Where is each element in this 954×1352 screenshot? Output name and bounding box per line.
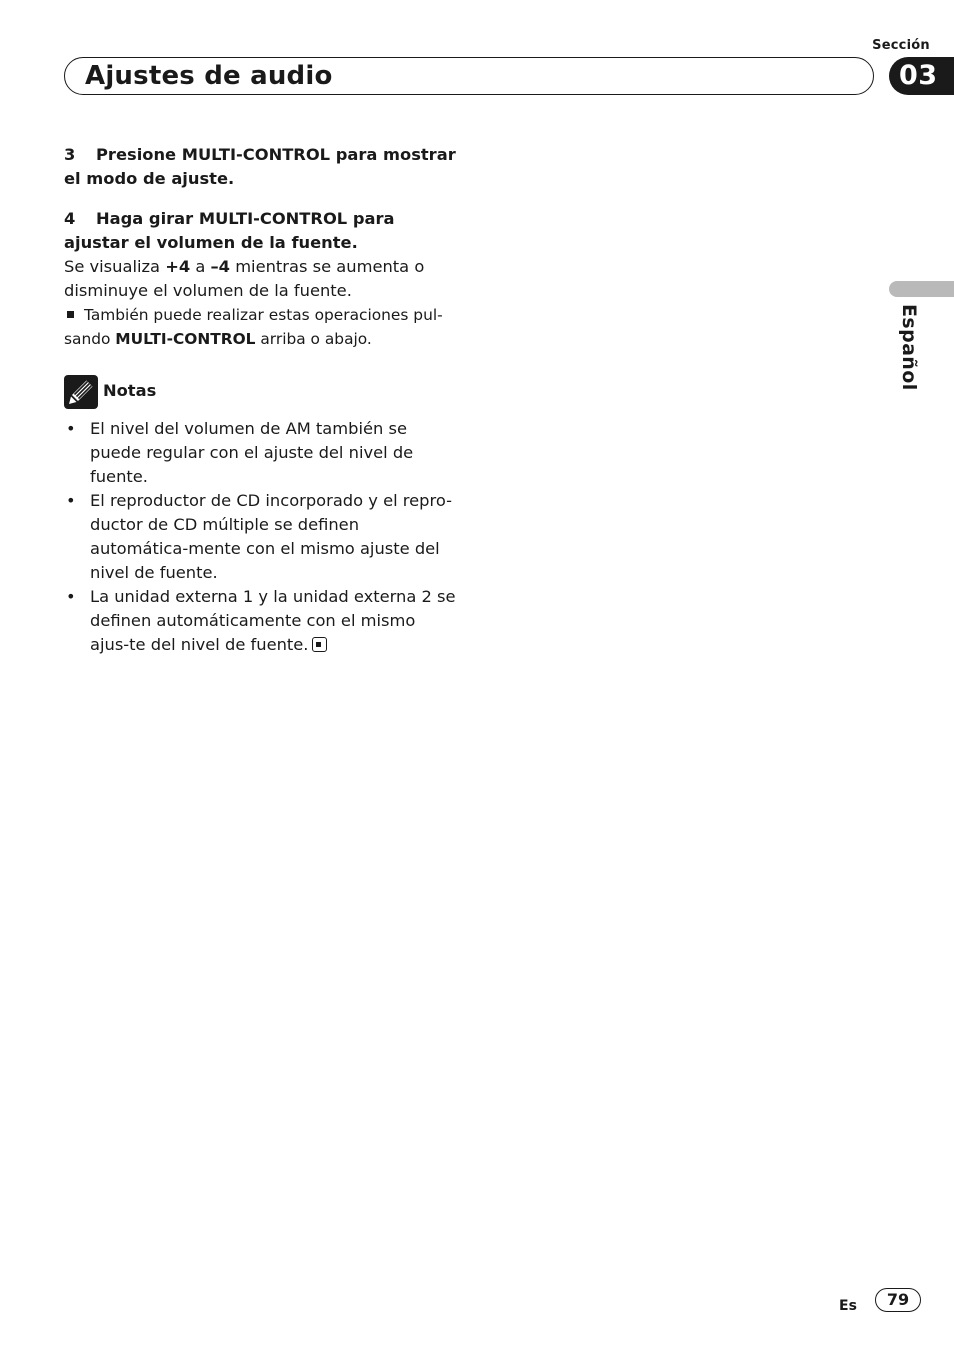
- step-3: [64, 143, 456, 191]
- body-value-minus: –4: [210, 257, 231, 276]
- list-item: • El nivel del volumen de AM también se puede regular con el ajuste del nivel de fuente.: [64, 417, 456, 489]
- language-tab-bar: [889, 281, 954, 297]
- page-title-box: [64, 57, 874, 95]
- step-4-tip: [64, 303, 456, 351]
- notes-heading: [64, 375, 456, 409]
- language-tab-label: Español: [898, 304, 920, 391]
- body-text: mientras se aumenta o disminuye el volumen de la fuente.: [64, 257, 425, 300]
- page-title: Ajustes de audio: [85, 61, 333, 91]
- step-text: Presione MULTI-CONTROL para mostrar el modo de ajuste.: [64, 145, 456, 188]
- notes-label: Notas: [103, 381, 157, 400]
- list-item: [64, 585, 456, 657]
- step-number: 3: [64, 145, 76, 164]
- tip-text: arriba o abajo.: [255, 330, 372, 348]
- footer-language: Es: [839, 1298, 857, 1314]
- square-bullet-icon: [67, 311, 74, 318]
- main-content: [64, 143, 456, 657]
- body-text: Se visualiza: [64, 257, 166, 276]
- notes-list: [64, 417, 456, 657]
- section-tab: [889, 57, 954, 95]
- section-number: 03: [899, 60, 938, 91]
- page-number: 79: [875, 1288, 921, 1312]
- list-item-text: La unidad externa 1 y la unidad externa 2 se definen automáticamente con el mismo ajus-te del nivel de fuente.: [90, 587, 456, 654]
- body-text: a: [190, 257, 211, 276]
- pencil-note-icon: [64, 375, 98, 409]
- step-number: 4: [64, 209, 76, 228]
- body-value-plus: +4: [165, 257, 191, 276]
- tip-bold-text: MULTI-CONTROL: [115, 330, 256, 348]
- end-mark-icon: [312, 637, 327, 652]
- section-label: Sección: [872, 38, 930, 53]
- step-4: [64, 207, 456, 255]
- step-text: Haga girar MULTI-CONTROL para ajustar el volumen de la fuente.: [64, 209, 395, 252]
- list-item: • El reproductor de CD incorporado y el repro-ductor de CD múltiple se definen automática-mente con el mismo ajuste del nivel de fuente.: [64, 489, 456, 585]
- step-4-body: [64, 255, 456, 303]
- tip-text: También puede realizar estas operaciones pul-sando: [64, 306, 443, 348]
